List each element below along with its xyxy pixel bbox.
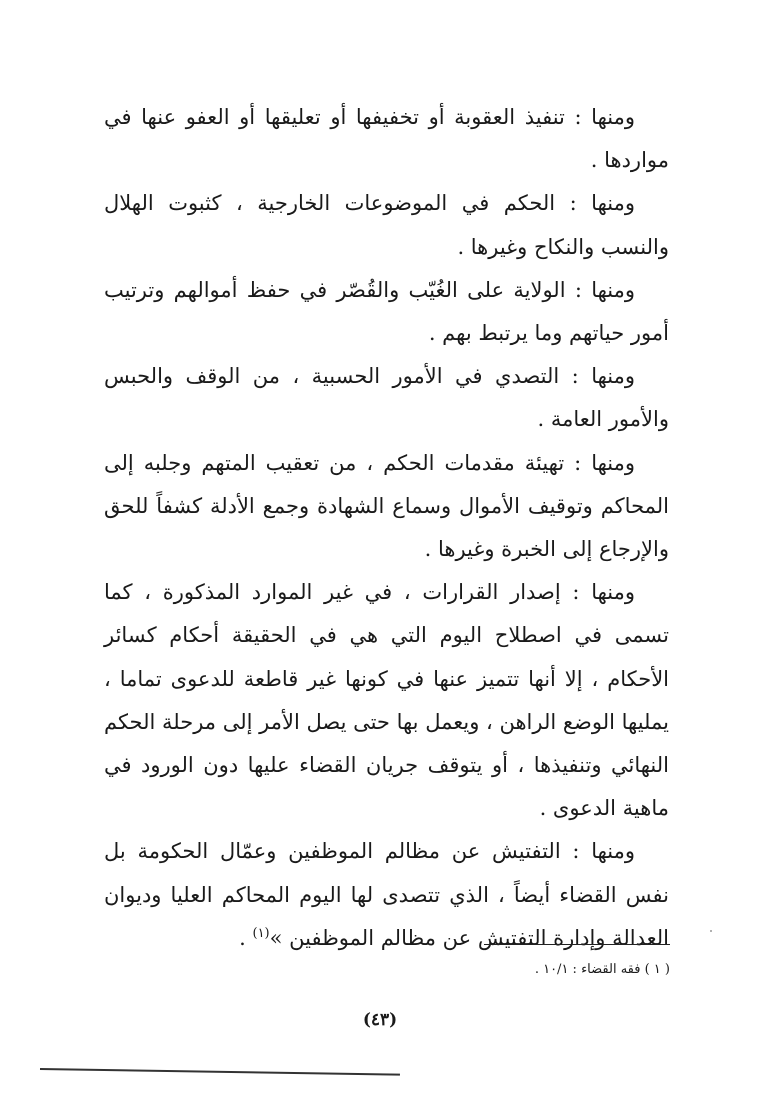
paragraph-text: ومنها : التصدي في الأمور الحسبية ، من الوقف والحبس والأمور العامة . bbox=[104, 364, 669, 432]
paragraph-4 bbox=[104, 355, 669, 441]
scan-speck bbox=[710, 930, 712, 932]
paragraph-text: ومنها : الحكم في الموضوعات الخارجية ، كثبوت الهلال والنسب والنكاح وغيرها . bbox=[104, 191, 669, 259]
paragraph-2 bbox=[104, 182, 669, 268]
paragraph-text: ومنها : تنفيذ العقوبة أو تخفيفها أو تعليقها أو العفو عنها في موار‌دها . bbox=[104, 105, 669, 173]
closing-punctuation: . bbox=[239, 925, 253, 950]
footnote-divider bbox=[484, 944, 670, 945]
paragraph-text: ومنها : إصدار القرارات ، في غير الموارد المذكورة ، كما تسمى في اصطلاح اليوم التي هي في الحقيقة أحكام كسائر الأحكام ، إلا أنها تتميز عنها في كونها غير قاطعة للدعوى تماما ، يمليها الوضع الراهن ، ويعمل بها حتى يصل الأمر إلى مرحلة الحكم النهائي وتنفيذها ، أو يتوقف جريان القضاء عليها دون الورود في ماهية الدعوى . bbox=[103, 580, 669, 821]
main-text bbox=[104, 96, 669, 960]
paragraph-3 bbox=[104, 269, 669, 355]
paragraph-7 bbox=[104, 830, 669, 960]
paragraph-text: ومنها : الولاية على الغُيّب والقُصّر في حفظ أموالهم وترتيب أمور حياتهم وما يرتبط بهم . bbox=[104, 277, 669, 346]
footnote: ( ١ ) فقه القضاء : ١٠/١ . bbox=[534, 962, 670, 977]
paragraph-text: ومنها : تهيئة مقدمات الحكم ، من تعقيب المتهم وجلبه إلى المحاكم وتوقيف الأموال وسماع الشهادة وجمع الأدلة كشفاً للحق والإرجاع إلى الخبرة وغيرها . bbox=[104, 450, 669, 562]
scan-edge-line bbox=[40, 1068, 400, 1076]
footnote-reference[interactable]: (١) bbox=[252, 925, 270, 941]
paragraph-6 bbox=[104, 571, 669, 830]
page-number: (٤٣) bbox=[362, 1010, 398, 1030]
paragraph-1 bbox=[104, 96, 669, 182]
paragraph-5 bbox=[104, 442, 669, 572]
paragraph-text: ومنها : التفتيش عن مظالم الموظفين وعمّال الحكومة بل نفس القضاء أيضاً ، الذي تتصدى لها اليوم المحاكم العليا وديوان العدالة وإدارة التفتيش عن مظالم الموظفين » bbox=[104, 839, 669, 950]
